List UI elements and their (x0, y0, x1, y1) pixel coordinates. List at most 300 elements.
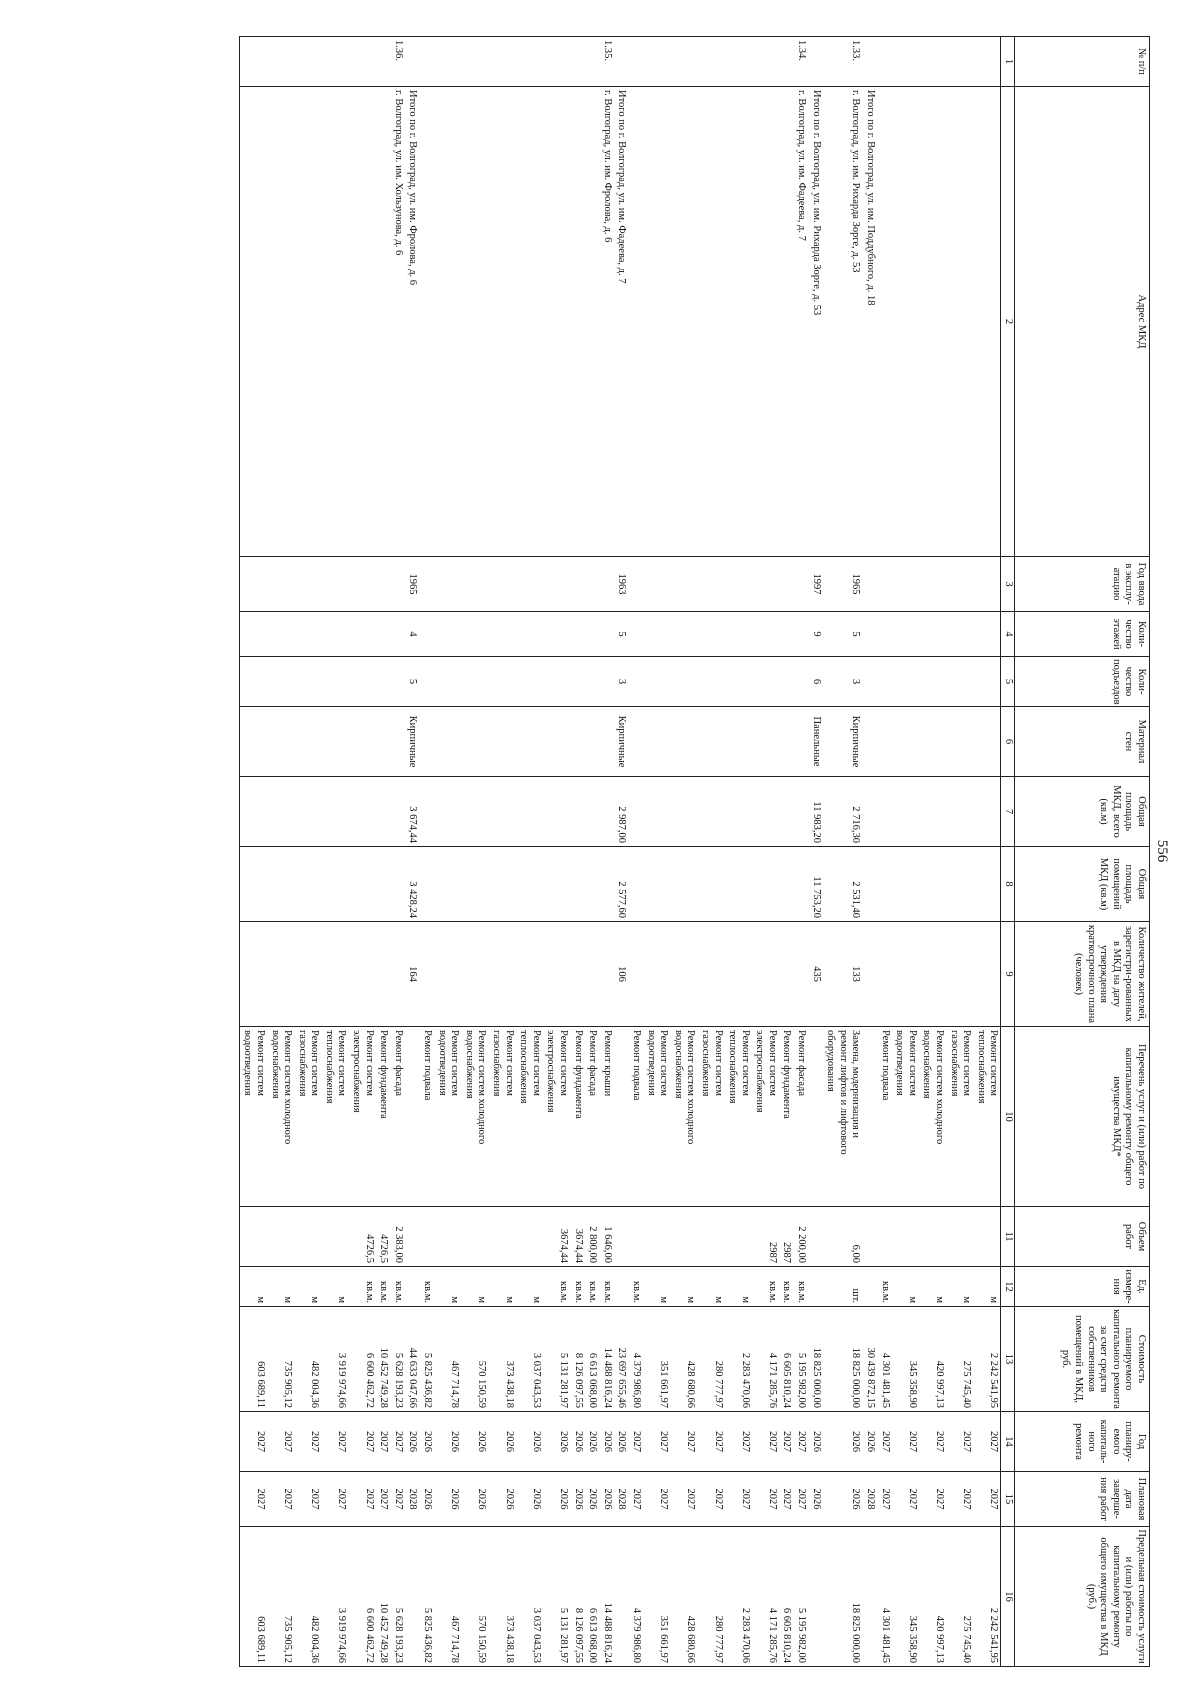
cell-address (670, 87, 697, 557)
cell-floors (516, 612, 543, 657)
cell-entrances (239, 657, 267, 707)
cell-max-cost: 8 126 097,55 (570, 1527, 585, 1667)
cell-entrances: 3 (614, 657, 629, 707)
cell-completion-date: 2026 (488, 1472, 515, 1527)
column-number-10: 10 (1001, 1027, 1015, 1207)
cell-premises-area (862, 847, 877, 922)
table-row (376, 37, 391, 1667)
cell-completion-date: 2026 (516, 1472, 543, 1527)
cell-cost: 3 919 974,66 (321, 1307, 348, 1412)
cell-floors (919, 612, 946, 657)
cell-wall-material (599, 707, 614, 777)
cell-max-cost: 280 777,97 (697, 1527, 724, 1667)
cell-work-volume (643, 1207, 670, 1267)
cell-total-area: 3 674,44 (405, 777, 420, 847)
cell-total-area (321, 777, 348, 847)
cell-repair-year: 2026 (516, 1412, 543, 1472)
cell-completion-date: 2027 (349, 1472, 376, 1527)
cell-work-type (808, 1027, 823, 1207)
cell-floors (461, 612, 488, 657)
table-row (419, 37, 434, 1667)
column-header-9: Количество жителей, зарегистри-рованных в МКД на дату утверждения краткосрочного плана (человек) (1015, 922, 1150, 1027)
cell-work-volume (973, 1207, 1001, 1267)
cell-premises-area (239, 847, 267, 922)
cell-unit: м (239, 1267, 267, 1307)
cell-residents: 435 (808, 922, 823, 1027)
table-body (239, 37, 1001, 1667)
cell-work-volume: 1 646,00 (599, 1207, 614, 1267)
cell-completion-date: 2027 (779, 1472, 794, 1527)
cell-floors (434, 612, 461, 657)
column-number-9: 9 (1001, 922, 1015, 1027)
cell-address (919, 87, 946, 557)
cell-repair-year: 2026 (461, 1412, 488, 1472)
cell-premises-area (419, 847, 434, 922)
cell-wall-material (973, 707, 1001, 777)
table-row (585, 37, 600, 1667)
cell-repair-year: 2027 (670, 1412, 697, 1472)
cell-total-area (599, 777, 614, 847)
cell-cost: 351 661,97 (643, 1307, 670, 1412)
cell-year-built (794, 557, 809, 612)
cell-max-cost (808, 1527, 823, 1667)
cell-cost: 345 358,90 (892, 1307, 919, 1412)
cell-year-built (670, 557, 697, 612)
cell-entrances (779, 657, 794, 707)
column-header-6: Материал стен (1015, 707, 1150, 777)
cell-max-cost: 5 825 436,82 (419, 1527, 434, 1667)
cell-repair-year: 2027 (794, 1412, 809, 1472)
cell-premises-area: 2 577,60 (614, 847, 629, 922)
column-number-3: 3 (1001, 557, 1015, 612)
cell-entrances (697, 657, 724, 707)
cell-residents (779, 922, 794, 1027)
cell-row-number (725, 37, 752, 87)
cell-completion-date: 2026 (585, 1472, 600, 1527)
cell-repair-year: 2027 (919, 1412, 946, 1472)
cell-max-cost: 2 283 470,06 (725, 1527, 752, 1667)
cell-cost: 4 171 285,76 (752, 1307, 779, 1412)
cell-address (779, 87, 794, 557)
cell-work-volume (239, 1207, 267, 1267)
cell-cost: 23 697 655,46 (614, 1307, 629, 1412)
cell-premises-area (488, 847, 515, 922)
cell-premises-area (752, 847, 779, 922)
cell-work-type: Ремонт систем водоотведения (892, 1027, 919, 1207)
column-header-16: Предельная стоимость услуги и (или) работы по капитальному ремонту общего имущества в МКД (руб.) (1015, 1527, 1150, 1667)
cell-repair-year: 2027 (239, 1412, 267, 1472)
cell-floors: 9 (808, 612, 823, 657)
cell-address (973, 87, 1001, 557)
cell-address: г. Волгоград, ул. им. Фадеева, д. 7 (794, 87, 809, 557)
cell-floors (877, 612, 892, 657)
cell-row-number (628, 37, 643, 87)
cell-address (892, 87, 919, 557)
cell-unit: м (725, 1267, 752, 1307)
column-number-16: 16 (1001, 1527, 1015, 1667)
cell-work-type (614, 1027, 629, 1207)
cell-address: Итого по г. Волгоград, ул. им. Фролова, д. 6 (405, 87, 420, 557)
table-row (794, 37, 809, 1667)
cell-floors (543, 612, 570, 657)
cell-max-cost: 2 242 541,95 (973, 1527, 1001, 1667)
cell-cost: 570 150,59 (461, 1307, 488, 1412)
cell-wall-material (434, 707, 461, 777)
cell-work-type: Ремонт систем холодного водоснабжения (461, 1027, 488, 1207)
cell-work-type: Ремонт систем водоотведения (643, 1027, 670, 1207)
cell-unit: кв.м. (628, 1267, 643, 1307)
cell-unit: кв.м. (543, 1267, 570, 1307)
cell-completion-date: 2027 (321, 1472, 348, 1527)
cell-work-type: Ремонт систем газоснабжения (294, 1027, 321, 1207)
cell-wall-material: Кирпичные (823, 707, 863, 777)
cell-max-cost: 428 680,66 (670, 1527, 697, 1667)
cell-entrances (390, 657, 405, 707)
column-number-2: 2 (1001, 87, 1015, 557)
cell-row-number: 1.34. (794, 37, 809, 87)
cell-address: Итого по г. Волгоград, ул. им. Фадеева, д. 7 (614, 87, 629, 557)
cell-row-number (752, 37, 779, 87)
cell-residents (321, 922, 348, 1027)
cell-floors (349, 612, 376, 657)
cell-work-volume: 2987 (779, 1207, 794, 1267)
cell-cost: 4 379 986,80 (628, 1307, 643, 1412)
cell-work-type: Ремонт систем электроснабжения (752, 1027, 779, 1207)
cell-residents (543, 922, 570, 1027)
cell-repair-year: 2027 (267, 1412, 294, 1472)
table-row (543, 37, 570, 1667)
cell-residents (419, 922, 434, 1027)
cell-repair-year: 2026 (570, 1412, 585, 1472)
cell-total-area (892, 777, 919, 847)
cell-entrances (794, 657, 809, 707)
cell-work-volume: 6,00 (823, 1207, 863, 1267)
cell-year-built (779, 557, 794, 612)
cell-wall-material (779, 707, 794, 777)
cell-premises-area (461, 847, 488, 922)
cell-year-built (543, 557, 570, 612)
cell-entrances (670, 657, 697, 707)
cell-unit: м (321, 1267, 348, 1307)
cell-work-volume (670, 1207, 697, 1267)
cell-total-area (419, 777, 434, 847)
cell-premises-area (892, 847, 919, 922)
cell-total-area (516, 777, 543, 847)
table-row (349, 37, 376, 1667)
cell-address (585, 87, 600, 557)
cell-cost: 5 825 436,82 (419, 1307, 434, 1412)
cell-residents (919, 922, 946, 1027)
cell-work-volume (405, 1207, 420, 1267)
cell-completion-date: 2027 (376, 1472, 391, 1527)
cell-total-area (919, 777, 946, 847)
cell-residents (973, 922, 1001, 1027)
cell-unit: кв.м. (585, 1267, 600, 1307)
cell-floors (725, 612, 752, 657)
cell-premises-area (294, 847, 321, 922)
cell-work-volume: 2 200,00 (794, 1207, 809, 1267)
cell-total-area (670, 777, 697, 847)
cell-floors (321, 612, 348, 657)
cell-repair-year: 2026 (543, 1412, 570, 1472)
cell-address (628, 87, 643, 557)
cell-row-number (461, 37, 488, 87)
column-header-15: Плановая дата заверше-ния работ (1015, 1472, 1150, 1527)
cell-completion-date: 2027 (697, 1472, 724, 1527)
cell-year-built (946, 557, 973, 612)
cell-row-number (376, 37, 391, 87)
cell-cost: 603 689,11 (239, 1307, 267, 1412)
cell-work-type: Ремонт систем водоотведения (434, 1027, 461, 1207)
cell-address (543, 87, 570, 557)
column-number-14: 14 (1001, 1412, 1015, 1472)
cell-repair-year: 2027 (697, 1412, 724, 1472)
cell-address: г. Волгоград, ул. им. Рихарда Зорге, д. 53 (823, 87, 863, 557)
cell-floors (892, 612, 919, 657)
column-header-1: № п/п (1015, 37, 1150, 87)
cell-total-area (973, 777, 1001, 847)
cell-address (697, 87, 724, 557)
cell-entrances (585, 657, 600, 707)
table-row (643, 37, 670, 1667)
cell-total-area: 11 983,20 (808, 777, 823, 847)
cell-row-number (434, 37, 461, 87)
cell-address (267, 87, 294, 557)
cell-repair-year: 2026 (808, 1412, 823, 1472)
cell-row-number: 1.33. (823, 37, 863, 87)
cell-completion-date: 2028 (862, 1472, 877, 1527)
cell-unit: м (267, 1267, 294, 1307)
cell-total-area (267, 777, 294, 847)
cell-max-cost: 4 301 481,45 (877, 1527, 892, 1667)
cell-repair-year: 2026 (862, 1412, 877, 1472)
cell-unit: м (488, 1267, 515, 1307)
cell-max-cost: 482 004,36 (294, 1527, 321, 1667)
cell-total-area: 2 716,30 (823, 777, 863, 847)
cell-row-number (585, 37, 600, 87)
cell-entrances (376, 657, 391, 707)
cell-cost: 482 004,36 (294, 1307, 321, 1412)
cell-max-cost: 5 628 193,23 (390, 1527, 405, 1667)
cell-work-type: Ремонт подвала (877, 1027, 892, 1207)
cell-wall-material (892, 707, 919, 777)
cell-entrances (294, 657, 321, 707)
cell-wall-material (877, 707, 892, 777)
cell-repair-year: 2026 (614, 1412, 629, 1472)
cell-entrances (419, 657, 434, 707)
cell-total-area (752, 777, 779, 847)
cell-row-number (779, 37, 794, 87)
table-row (461, 37, 488, 1667)
cell-year-built (294, 557, 321, 612)
cell-residents (376, 922, 391, 1027)
cell-year-built (862, 557, 877, 612)
cell-work-type: Ремонт систем водоотведения (239, 1027, 267, 1207)
cell-year-built (434, 557, 461, 612)
cell-residents (267, 922, 294, 1027)
cell-max-cost: 6 605 810,24 (779, 1527, 794, 1667)
cell-cost: 373 438,18 (488, 1307, 515, 1412)
cell-address (752, 87, 779, 557)
table-row (294, 37, 321, 1667)
cell-work-type: Ремонт фасада (390, 1027, 405, 1207)
cell-unit: кв.м. (349, 1267, 376, 1307)
cell-year-built (390, 557, 405, 612)
table-row (516, 37, 543, 1667)
cell-work-volume (877, 1207, 892, 1267)
cell-wall-material (543, 707, 570, 777)
cell-premises-area (643, 847, 670, 922)
cell-unit: м (670, 1267, 697, 1307)
cell-residents (516, 922, 543, 1027)
table-row (862, 37, 877, 1667)
column-header-4: Коли-чество этажей (1015, 612, 1150, 657)
cell-year-built (725, 557, 752, 612)
cell-cost: 5 131 281,97 (543, 1307, 570, 1412)
cell-address (349, 87, 376, 557)
cell-row-number (419, 37, 434, 87)
table-row (405, 37, 420, 1667)
cell-max-cost: 6 600 462,72 (349, 1527, 376, 1667)
cell-entrances (877, 657, 892, 707)
cell-address (321, 87, 348, 557)
cell-year-built (349, 557, 376, 612)
cell-repair-year: 2027 (390, 1412, 405, 1472)
cell-max-cost (862, 1527, 877, 1667)
cell-completion-date: 2027 (946, 1472, 973, 1527)
cell-cost: 10 452 749,28 (376, 1307, 391, 1412)
cell-wall-material (488, 707, 515, 777)
cell-residents (697, 922, 724, 1027)
cell-address (643, 87, 670, 557)
cell-wall-material: Кирпичные (614, 707, 629, 777)
cell-wall-material (670, 707, 697, 777)
cell-repair-year: 2027 (376, 1412, 391, 1472)
cell-premises-area (543, 847, 570, 922)
cell-row-number (570, 37, 585, 87)
cell-row-number: 1.36. (390, 37, 405, 87)
cell-repair-year: 2027 (946, 1412, 973, 1472)
cell-entrances (570, 657, 585, 707)
cell-cost: 8 126 097,55 (570, 1307, 585, 1412)
cell-wall-material (752, 707, 779, 777)
cell-residents (570, 922, 585, 1027)
cell-work-type: Ремонт систем холодного водоснабжения (267, 1027, 294, 1207)
cell-floors: 5 (614, 612, 629, 657)
cell-residents: 106 (614, 922, 629, 1027)
table-row (434, 37, 461, 1667)
cell-premises-area: 3 428,24 (405, 847, 420, 922)
cell-repair-year: 2026 (585, 1412, 600, 1472)
cell-residents (643, 922, 670, 1027)
cell-floors (390, 612, 405, 657)
cell-row-number (808, 37, 823, 87)
cell-address (516, 87, 543, 557)
table-row (779, 37, 794, 1667)
cell-year-built (892, 557, 919, 612)
column-number-15: 15 (1001, 1472, 1015, 1527)
cell-cost: 428 680,66 (670, 1307, 697, 1412)
table-row (892, 37, 919, 1667)
cell-row-number (267, 37, 294, 87)
cell-repair-year: 2026 (419, 1412, 434, 1472)
cell-residents (725, 922, 752, 1027)
cell-wall-material (570, 707, 585, 777)
cell-address (570, 87, 585, 557)
cell-repair-year: 2027 (779, 1412, 794, 1472)
cell-address: Итого по г. Волгоград, ул. им. Рихарда Зорге, д. 53 (808, 87, 823, 557)
cell-entrances (321, 657, 348, 707)
cell-total-area (488, 777, 515, 847)
cell-residents (794, 922, 809, 1027)
cell-premises-area (877, 847, 892, 922)
cell-premises-area (599, 847, 614, 922)
cell-entrances (349, 657, 376, 707)
cell-year-built: 1997 (808, 557, 823, 612)
cell-cost: 6 613 068,00 (585, 1307, 600, 1412)
cell-total-area (697, 777, 724, 847)
cell-unit: кв.м. (779, 1267, 794, 1307)
cell-row-number (294, 37, 321, 87)
cell-cost: 5 195 982,00 (794, 1307, 809, 1412)
cell-year-built (697, 557, 724, 612)
cell-residents (946, 922, 973, 1027)
cell-year-built (516, 557, 543, 612)
cell-address (434, 87, 461, 557)
cell-repair-year: 2027 (892, 1412, 919, 1472)
column-header-14: Год планиру-емого капиталь-ного ремонта (1015, 1412, 1150, 1472)
cell-max-cost: 735 905,12 (267, 1527, 294, 1667)
cell-cost: 18 825 000,00 (808, 1307, 823, 1412)
cell-wall-material (390, 707, 405, 777)
table-row (321, 37, 348, 1667)
cell-premises-area (376, 847, 391, 922)
cell-wall-material (794, 707, 809, 777)
cell-cost: 467 714,78 (434, 1307, 461, 1412)
cell-max-cost: 275 745,40 (946, 1527, 973, 1667)
cell-residents: 133 (823, 922, 863, 1027)
cell-max-cost: 570 150,59 (461, 1527, 488, 1667)
cell-year-built (643, 557, 670, 612)
cell-entrances (919, 657, 946, 707)
table-row (267, 37, 294, 1667)
cell-max-cost (405, 1527, 420, 1667)
cell-completion-date: 2028 (614, 1472, 629, 1527)
cell-completion-date: 2027 (670, 1472, 697, 1527)
table-row (877, 37, 892, 1667)
cell-wall-material (946, 707, 973, 777)
cell-max-cost: 351 661,97 (643, 1527, 670, 1667)
cell-completion-date: 2026 (823, 1472, 863, 1527)
cell-work-type: Ремонт систем теплоснабжения (725, 1027, 752, 1207)
cell-work-type: Ремонт фундамента (570, 1027, 585, 1207)
cell-total-area (376, 777, 391, 847)
cell-repair-year: 2026 (434, 1412, 461, 1472)
table-row (823, 37, 863, 1667)
cell-work-type (862, 1027, 877, 1207)
cell-entrances (725, 657, 752, 707)
column-header-13: Стоимость планируемого капитального ремонта за счет средств собственников помещений в МКД, руб. (1015, 1307, 1150, 1412)
cell-work-volume: 2 383,00 (390, 1207, 405, 1267)
cell-wall-material (321, 707, 348, 777)
column-number-13: 13 (1001, 1307, 1015, 1412)
cell-repair-year: 2027 (973, 1412, 1001, 1472)
cell-wall-material (516, 707, 543, 777)
cell-address (877, 87, 892, 557)
cell-max-cost: 5 131 281,97 (543, 1527, 570, 1667)
cell-premises-area (267, 847, 294, 922)
cell-premises-area (919, 847, 946, 922)
